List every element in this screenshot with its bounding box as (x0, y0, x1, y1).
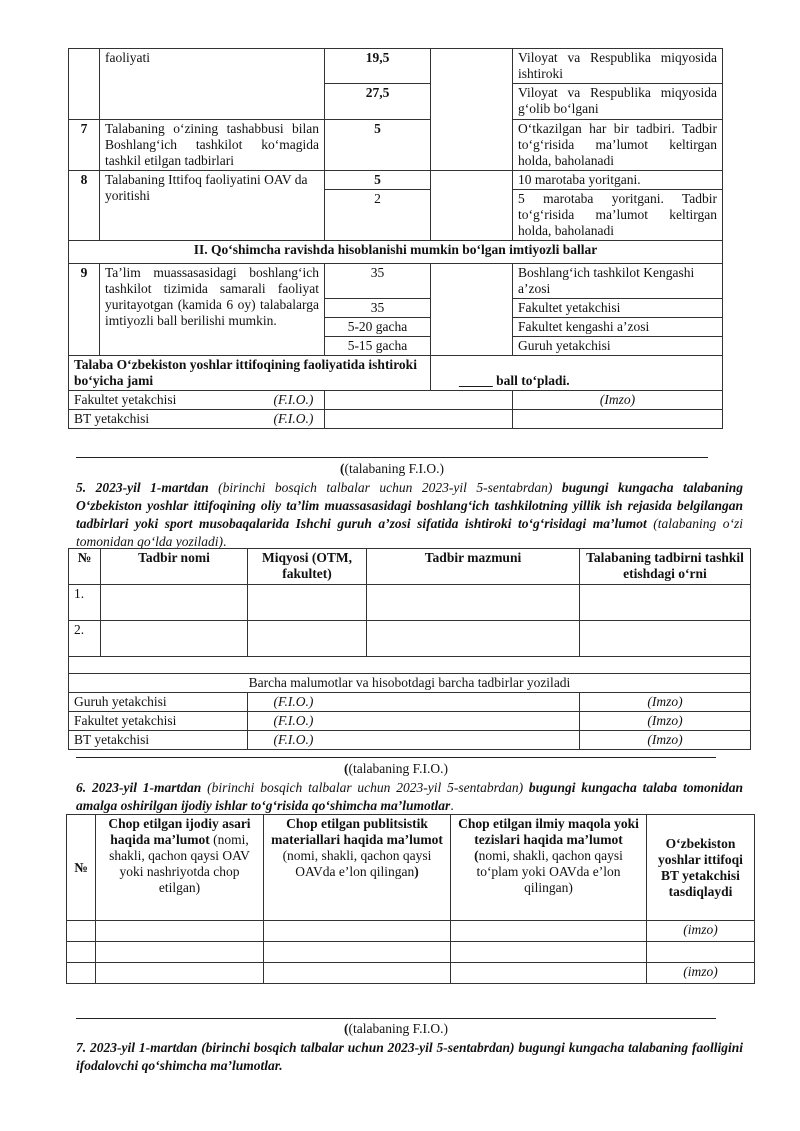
table-cell (67, 942, 96, 963)
table-cell (647, 942, 755, 963)
table-cell (248, 585, 367, 621)
table-cell (451, 942, 647, 963)
empty-cell (431, 49, 513, 171)
column-header: Tadbir mazmuni (367, 549, 580, 585)
imzo-label: (Imzo) (580, 693, 751, 712)
fio-label: (F.I.O.) (273, 694, 314, 709)
criteria-note: Fakultet yetakchisi (513, 299, 723, 318)
signature-role: Fakultet yetakchisi (F.I.O.) (69, 712, 248, 731)
signature-role: Fakultet yetakchisi (F.I.O.) (69, 391, 325, 410)
table-cell (67, 963, 96, 984)
empty-cell (513, 410, 723, 429)
table-cell (248, 621, 367, 657)
table-cell (580, 621, 751, 657)
imzo-label: (imzo) (647, 963, 755, 984)
row-number (69, 49, 100, 120)
signature-line (76, 1018, 716, 1019)
criteria-note: 10 marotaba yoritgani. (513, 171, 723, 190)
column-header: Miqyosi (OTM, fakultet) (248, 549, 367, 585)
score-cell: 5 (325, 171, 431, 190)
signature-role: BT yetakchisi (F.I.O.) (69, 731, 248, 750)
student-name-caption: ((talabaning F.I.O.) (340, 461, 444, 476)
table-cell (96, 942, 264, 963)
criteria-description: Talabaning Ittifoq faoliyatini OAV da yoritishi (100, 171, 325, 241)
column-header: Talabaning tadbirni tashkil etishdagi o‘rni (580, 549, 751, 585)
column-header: Chop etilgan ilmiy maqola yoki tezislari haqida ma’lumot (nomi, shakli, qachon qaysi to‘plam yoki OAVda e’lon qilingan) (451, 815, 647, 921)
criteria-note: Fakultet kengashi a’zosi (513, 318, 723, 337)
row-number: 1. (69, 585, 101, 621)
score-cell: 5-20 gacha (325, 318, 431, 337)
student-name-caption: ((talabaning F.I.O.) (344, 1021, 448, 1036)
row-number: 7 (69, 120, 100, 171)
fio-label: (F.I.O.) (273, 411, 314, 426)
criteria-description: Ta’lim muassasasidagi boshlang‘ich tashkilot tizimida samarali faoliyat yuritayotgan (kamida 6 oy) talabalarga imtiyozli ball berilishi mumkin. (100, 264, 325, 356)
table-cell (451, 921, 647, 942)
empty-cell (325, 410, 513, 429)
score-cell: 5 (325, 120, 431, 171)
criteria-note: Boshlang‘ich tashkilot Kengashi a’zosi (513, 264, 723, 299)
table-cell (96, 921, 264, 942)
total-label: Talaba O‘zbekiston yoshlar ittifoqining faoliyatida ishtiroki bo‘yicha jami (69, 356, 431, 391)
empty-cell (325, 391, 513, 410)
column-header: Tadbir nomi (101, 549, 248, 585)
score-cell: 2 (325, 190, 431, 241)
criteria-description: faoliyati (100, 49, 325, 120)
score-cell: 19,5 (325, 49, 431, 84)
row-number: 2. (69, 621, 101, 657)
table-cell (101, 585, 248, 621)
spacer (69, 657, 751, 674)
imzo-label: (Imzo) (513, 391, 723, 410)
imzo-label: (Imzo) (580, 712, 751, 731)
empty-cell (431, 264, 513, 356)
row-number: 8 (69, 171, 100, 241)
section-6-text: 6. 2023-yil 1-martdan (birinchi bosqich talbalar uchun 2023-yil 5-sentabrdan) bugungi kungacha talaba tomonidan amalga oshirilgan ijodiy ishlar to‘g‘risida qo‘shimcha ma’lumotlar. (76, 780, 744, 813)
column-header: Chop etilgan publitsistik materiallari haqida ma’lumot (nomi, shakli, qachon qaysi OAVda e’lon qilingan) (264, 815, 451, 921)
fio-label: (F.I.O.) (273, 713, 314, 728)
table-note: Barcha malumotlar va hisobotdagi barcha tadbirlar yoziladi (69, 674, 751, 693)
imzo-label: (imzo) (647, 921, 755, 942)
criteria-description: Talabaning o‘zining tashabbusi bilan Boshlang‘ich tashkilot ko‘magida tashkil etilgan tadbirlari (100, 120, 325, 171)
criteria-note: O‘tkazilgan har bir tadbiri. Tadbir to‘g‘risida ma’lumot keltirgan holda, baholanadi (513, 120, 723, 171)
criteria-note: 5 marotaba yoritgani. Tadbir to‘g‘risida ma’lumot keltirgan holda, baholanadi (513, 190, 723, 241)
section-7-text: 7. 2023-yil 1-martdan (birinchi bosqich talbalar uchun 2023-yil 5-sentabrdan) bugungi kungacha talabaning faolligini ifodalovchi qo‘shimcha ma’lumotlar. (76, 1040, 743, 1073)
total-value: _____ ball to‘pladi. (431, 356, 723, 391)
score-cell: 35 (325, 299, 431, 318)
imzo-label: (Imzo) (580, 731, 751, 750)
signature-line (76, 457, 708, 458)
signature-role: Guruh yetakchisi (F.I.O.) (69, 693, 248, 712)
table-cell (264, 921, 451, 942)
column-header: № (67, 815, 96, 921)
section-title: II. Qo‘shimcha ravishda hisoblanishi mumkin bo‘lgan imtiyozli ballar (69, 241, 723, 264)
score-cell: 35 (325, 264, 431, 299)
table-cell (367, 621, 580, 657)
signature-line (76, 757, 716, 758)
table-cell (451, 963, 647, 984)
events-table (68, 548, 751, 750)
creative-works-table (66, 814, 755, 984)
criteria-note: Viloyat va Respublika miqyosida g‘olib bo‘lgani (513, 84, 723, 120)
column-header: O‘zbekiston yoshlar ittifoqi BT yetakchisi tasdiqlaydi (647, 815, 755, 921)
fio-label: (F.I.O.) (273, 392, 314, 407)
row-number: 9 (69, 264, 100, 356)
signature-role: BT yetakchisi (F.I.O.) (69, 410, 325, 429)
score-cell: 5-15 gacha (325, 337, 431, 356)
fio-label: (F.I.O.) (273, 732, 314, 747)
table-cell (264, 963, 451, 984)
student-name-caption: ((talabaning F.I.O.) (344, 761, 448, 776)
column-header: № (69, 549, 101, 585)
criteria-table (68, 48, 723, 429)
table-cell (67, 921, 96, 942)
table-cell (264, 942, 451, 963)
empty-cell (431, 171, 513, 241)
table-cell (101, 621, 248, 657)
criteria-note: Guruh yetakchisi (513, 337, 723, 356)
section-5-text: 5. 2023-yil 1-martdan (birinchi bosqich talbalar uchun 2023-yil 5-sentabrdan) bugungi kungacha talabaning O‘zbekiston yoshlar ittifoqining oliy ta’lim muassasasidagi boshlang‘ich tashkilotning yillik ish rejasida belgilangan tadbirlari yoki sport musobaqalarida Ishchi guruh a’zosi sifatida ishtiroki to‘g‘risidagi ma’lumot (talabaning o‘zi tomonidan qo‘lda yoziladi). (76, 480, 744, 549)
column-header: Chop etilgan ijodiy asari haqida ma’lumot (nomi, shakli, qachon qaysi OAV yoki nashriyotda chop etilgan) (96, 815, 264, 921)
table-cell (96, 963, 264, 984)
criteria-note: Viloyat va Respublika miqyosida ishtiroki (513, 49, 723, 84)
table-cell (367, 585, 580, 621)
score-cell: 27,5 (325, 84, 431, 120)
table-cell (580, 585, 751, 621)
